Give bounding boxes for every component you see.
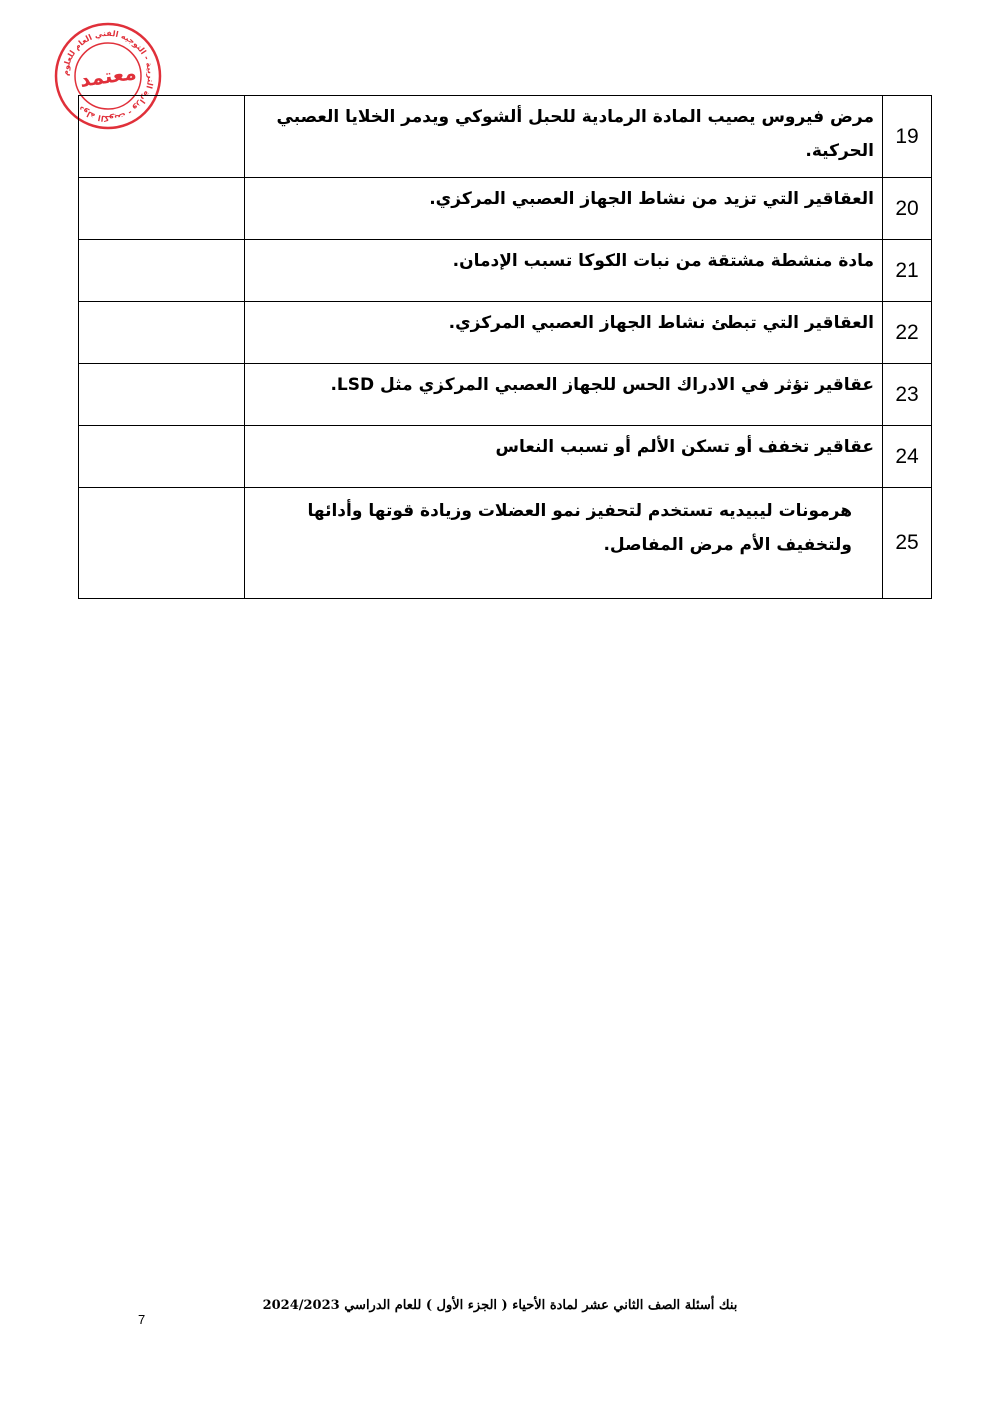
answer-cell[interactable] — [79, 364, 245, 426]
question-text: عقاقير تؤثر في الادراك الحس للجهاز العصبي المركزي مثل LSD. — [245, 364, 883, 426]
question-number: 21 — [883, 240, 932, 302]
answer-cell[interactable] — [79, 426, 245, 488]
table-row — [79, 240, 932, 302]
svg-text:دولة الكويت - وزارة التربية -: دولة الكويت - وزارة التربية - التوجيه الفني العام للعلوم — [60, 28, 156, 124]
table-row — [79, 96, 932, 178]
question-text: مرض فيروس يصيب المادة الرمادية للحبل ألشوكي ويدمر الخلايا العصبي الحركية. — [245, 96, 883, 178]
question-text: مادة منشطة مشتقة من نبات الكوكا تسبب الإدمان. — [245, 240, 883, 302]
questions-table — [78, 95, 932, 599]
svg-text:معتمد: معتمد — [78, 60, 138, 92]
footer-title: بنك أسئلة الصف الثاني عشر لمادة الأحياء ( الجزء الأول ) للعام الدراسي 2024/2023 — [262, 1298, 738, 1313]
table-row — [79, 364, 932, 426]
answer-cell[interactable] — [79, 96, 245, 178]
question-number: 23 — [883, 364, 932, 426]
table-row — [79, 488, 932, 599]
table-row — [79, 426, 932, 488]
answer-cell[interactable] — [79, 178, 245, 240]
question-text: العقاقير التي تزيد من نشاط الجهاز العصبي المركزي. — [245, 178, 883, 240]
question-number: 24 — [883, 426, 932, 488]
table-row — [79, 302, 932, 364]
question-number: 19 — [883, 96, 932, 178]
answer-cell[interactable] — [79, 488, 245, 599]
question-number: 20 — [883, 178, 932, 240]
question-number: 25 — [883, 488, 932, 599]
answer-cell[interactable] — [79, 240, 245, 302]
question-text: هرمونات ليبيديه تستخدم لتحفيز نمو العضلات وزيادة قوتها وأدائها ولتخفيف الأم مرض المفاصل. — [245, 488, 883, 599]
question-text: العقاقير التي تبطئ نشاط الجهاز العصبي المركزي. — [245, 302, 883, 364]
page-number: 7 — [138, 1312, 146, 1327]
answer-cell[interactable] — [79, 302, 245, 364]
table-row — [79, 178, 932, 240]
question-number: 22 — [883, 302, 932, 364]
question-text: عقاقير تخفف أو تسكن الألم أو تسبب النعاس — [245, 426, 883, 488]
